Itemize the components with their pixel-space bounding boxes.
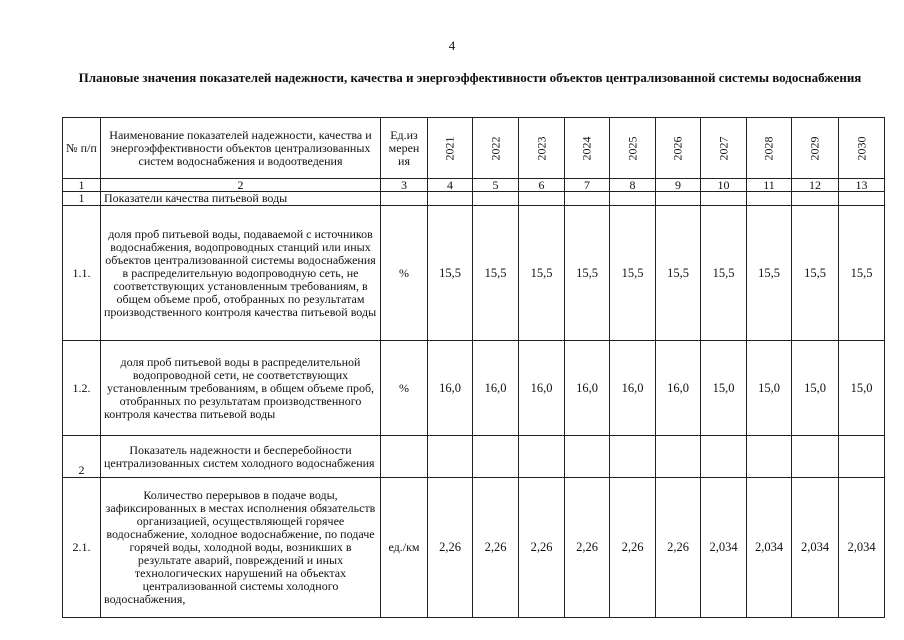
section-number: 1 [63,192,101,206]
row-number: 1.2. [63,341,101,436]
column-number: 4 [428,179,473,192]
header-year: 2021 [428,118,473,179]
table-row [63,341,885,436]
value-cell: 16,0 [656,341,701,436]
column-number: 7 [565,179,610,192]
value-cell: 15,5 [792,206,839,341]
section-title: Показатели качества питьевой воды [101,192,381,206]
value-cell: 2,034 [839,478,885,618]
value-cell: 15,5 [747,206,792,341]
unit-cell: ед./км [381,478,428,618]
section-row [63,192,885,206]
value-cell: 16,0 [610,341,656,436]
section-row [63,436,885,478]
column-number: 12 [792,179,839,192]
indicators-table [62,117,885,618]
value-cell: 16,0 [473,341,519,436]
column-number: 9 [656,179,701,192]
header-year: 2025 [610,118,656,179]
column-number: 13 [839,179,885,192]
section-number: 2 [63,436,101,478]
row-number: 1.1. [63,206,101,341]
document-title: Плановые значения показателей надежности, качества и энергоэффективности объектов централизованной системы водоснабжения [78,70,862,85]
header-year: 2026 [656,118,701,179]
value-cell: 2,26 [428,478,473,618]
value-cell: 2,26 [519,478,565,618]
header-year: 2023 [519,118,565,179]
value-cell: 15,5 [473,206,519,341]
column-number: 2 [101,179,381,192]
value-cell: 16,0 [519,341,565,436]
value-cell: 15,5 [701,206,747,341]
value-cell: 2,034 [792,478,839,618]
header-year: 2029 [792,118,839,179]
table-row [63,478,885,618]
header-year: 2030 [839,118,885,179]
header-row [63,118,885,179]
column-number-row [63,179,885,192]
header-unit: Ед.из мерен ия [381,118,428,179]
value-cell: 16,0 [428,341,473,436]
value-cell: 15,5 [839,206,885,341]
table-row [63,206,885,341]
value-cell: 2,26 [656,478,701,618]
indicator-name: Количество перерывов в подаче воды, зафиксированных в местах исполнения обязательств организацией, осуществляющей горячее водоснабжение, холодное водоснабжение, по подаче горячей воды, холодной воды, возникших в результате аварий, повреждений и иных технологических нарушений на объектах централизованной системы холодного водоснабжения, [101,478,381,618]
unit-cell: % [381,206,428,341]
value-cell: 15,5 [428,206,473,341]
indicator-name: доля проб питьевой воды в распределительной водопроводной сети, не соответствующих установленным требованиям, в общем объеме проб, отобранных по результатам производственного контроля качества питьевой воды [101,341,381,436]
column-number: 10 [701,179,747,192]
column-number: 3 [381,179,428,192]
value-cell: 2,26 [565,478,610,618]
page-number: 4 [448,38,456,53]
value-cell: 2,034 [747,478,792,618]
header-year: 2024 [565,118,610,179]
header-year: 2027 [701,118,747,179]
value-cell: 15,0 [747,341,792,436]
column-number: 6 [519,179,565,192]
unit-cell: % [381,341,428,436]
header-num: № п/п [63,118,101,179]
value-cell: 15,0 [839,341,885,436]
value-cell: 2,034 [701,478,747,618]
indicator-name: доля проб питьевой воды, подаваемой с источников водоснабжения, водопроводных станций или иных объектов централизованной системы водоснабжения в распределительную водопроводную сеть, не соответствующих установленным требованиям, в общем объеме проб, отобранных по результатам производственного контроля качества питьевой воды [101,206,381,341]
value-cell: 15,5 [565,206,610,341]
value-cell: 15,0 [792,341,839,436]
value-cell: 2,26 [610,478,656,618]
value-cell: 15,0 [701,341,747,436]
row-number: 2.1. [63,478,101,618]
header-year: 2022 [473,118,519,179]
header-name: Наименование показателей надежности, качества и энергоэффективности объектов централизованных систем водоснабжения и водоотведения [101,118,381,179]
column-number: 11 [747,179,792,192]
value-cell: 15,5 [519,206,565,341]
column-number: 1 [63,179,101,192]
header-year: 2028 [747,118,792,179]
column-number: 5 [473,179,519,192]
value-cell: 16,0 [565,341,610,436]
value-cell: 15,5 [656,206,701,341]
section-title: Показатель надежности и бесперебойности централизованных систем холодного водоснабжения [101,436,381,478]
value-cell: 15,5 [610,206,656,341]
value-cell: 2,26 [473,478,519,618]
column-number: 8 [610,179,656,192]
